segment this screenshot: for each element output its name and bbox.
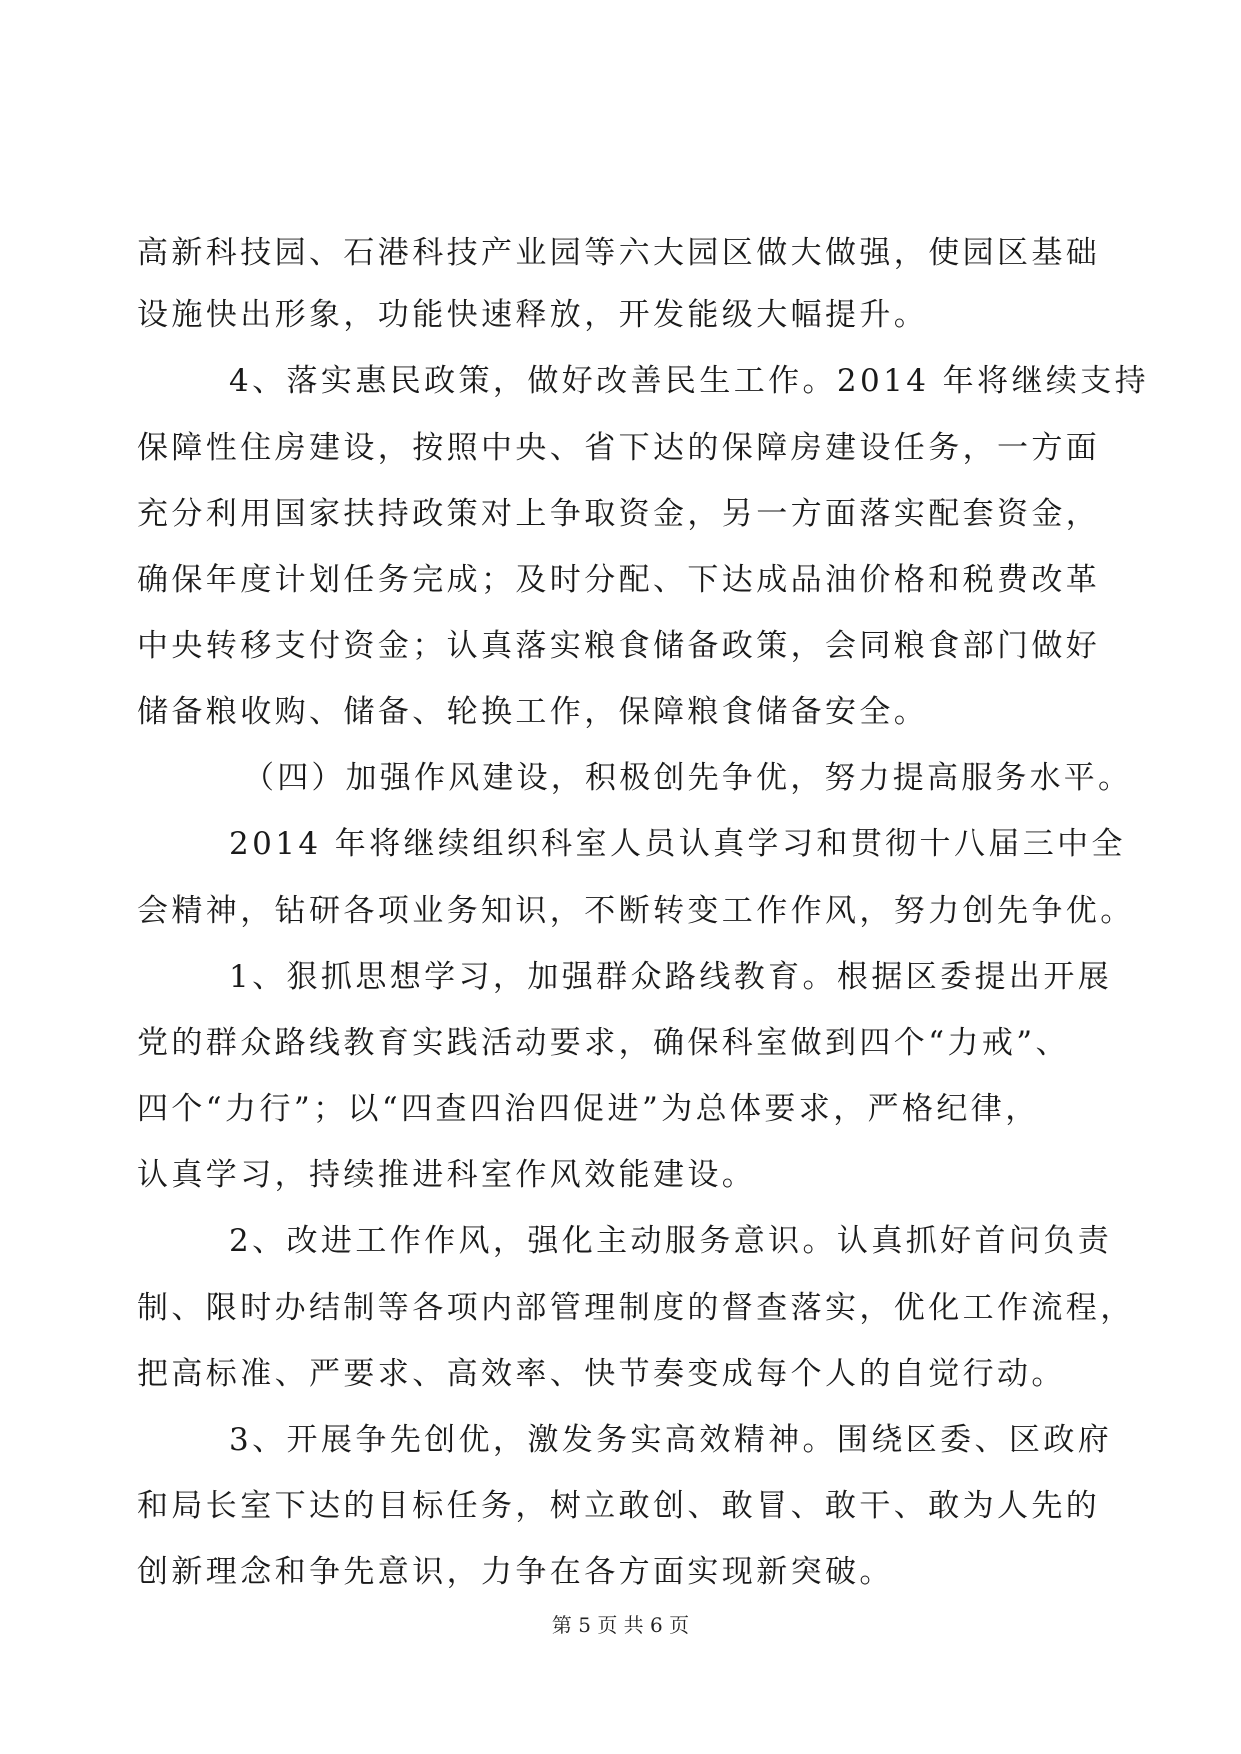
paragraph-line: 和局长室下达的目标任务，树立敢创、敢冒、敢干、敢为人先的 (137, 1488, 1101, 1524)
paragraph-line: 保障性住房建设，按照中央、省下达的保障房建设任务，一方面 (137, 430, 1101, 466)
section-heading: （四）加强作风建设，积极创先争优，努力提高服务水平。 (243, 760, 1133, 796)
paragraph-line: 高新科技园、石港科技产业园等六大园区做大做强，使园区基础 (137, 235, 1101, 271)
paragraph-line: 制、限时办结制等各项内部管理制度的督查落实，优化工作流程， (137, 1290, 1135, 1326)
paragraph-line: 设施快出形象，功能快速释放，开发能级大幅提升。 (137, 297, 929, 333)
paragraph-line: 中央转移支付资金；认真落实粮食储备政策，会同粮食部门做好 (137, 628, 1101, 664)
paragraph-line: 党的群众路线教育实践活动要求，确保科室做到四个“力戒”、 (137, 1025, 1070, 1061)
page-footer: 第 5 页 共 6 页 (551, 1613, 690, 1637)
paragraph-line: 确保年度计划任务完成；及时分配、下达成品油价格和税费改革 (137, 562, 1101, 598)
paragraph-line: 把高标准、严要求、高效率、快节奏变成每个人的自觉行动。 (137, 1356, 1066, 1392)
paragraph-line: 1、狠抓思想学习，加强群众路线教育。根据区委提出开展 (229, 959, 1113, 995)
paragraph-line: 充分利用国家扶持政策对上争取资金，另一方面落实配套资金， (137, 496, 1101, 532)
paragraph-line: 创新理念和争先意识，力争在各方面实现新突破。 (137, 1554, 894, 1590)
paragraph-line: 2、改进工作作风，强化主动服务意识。认真抓好首问负责 (229, 1223, 1113, 1259)
paragraph-line: 四个“力行”；以“四查四治四促进”为总体要求，严格纪律， (137, 1091, 1040, 1127)
paragraph-line: 4、落实惠民政策，做好改善民生工作。2014 年将继续支持 (229, 363, 1150, 399)
paragraph-line: 储备粮收购、储备、轮换工作，保障粮食储备安全。 (137, 694, 929, 730)
paragraph-line: 认真学习，持续推进科室作风效能建设。 (137, 1157, 757, 1193)
paragraph-line: 会精神，钻研各项业务知识，不断转变工作作风，努力创先争优。 (137, 893, 1135, 929)
paragraph-line: 2014 年将继续组织科室人员认真学习和贯彻十八届三中全 (229, 826, 1126, 862)
paragraph-line: 3、开展争先创优，激发务实高效精神。围绕区委、区政府 (229, 1422, 1113, 1458)
